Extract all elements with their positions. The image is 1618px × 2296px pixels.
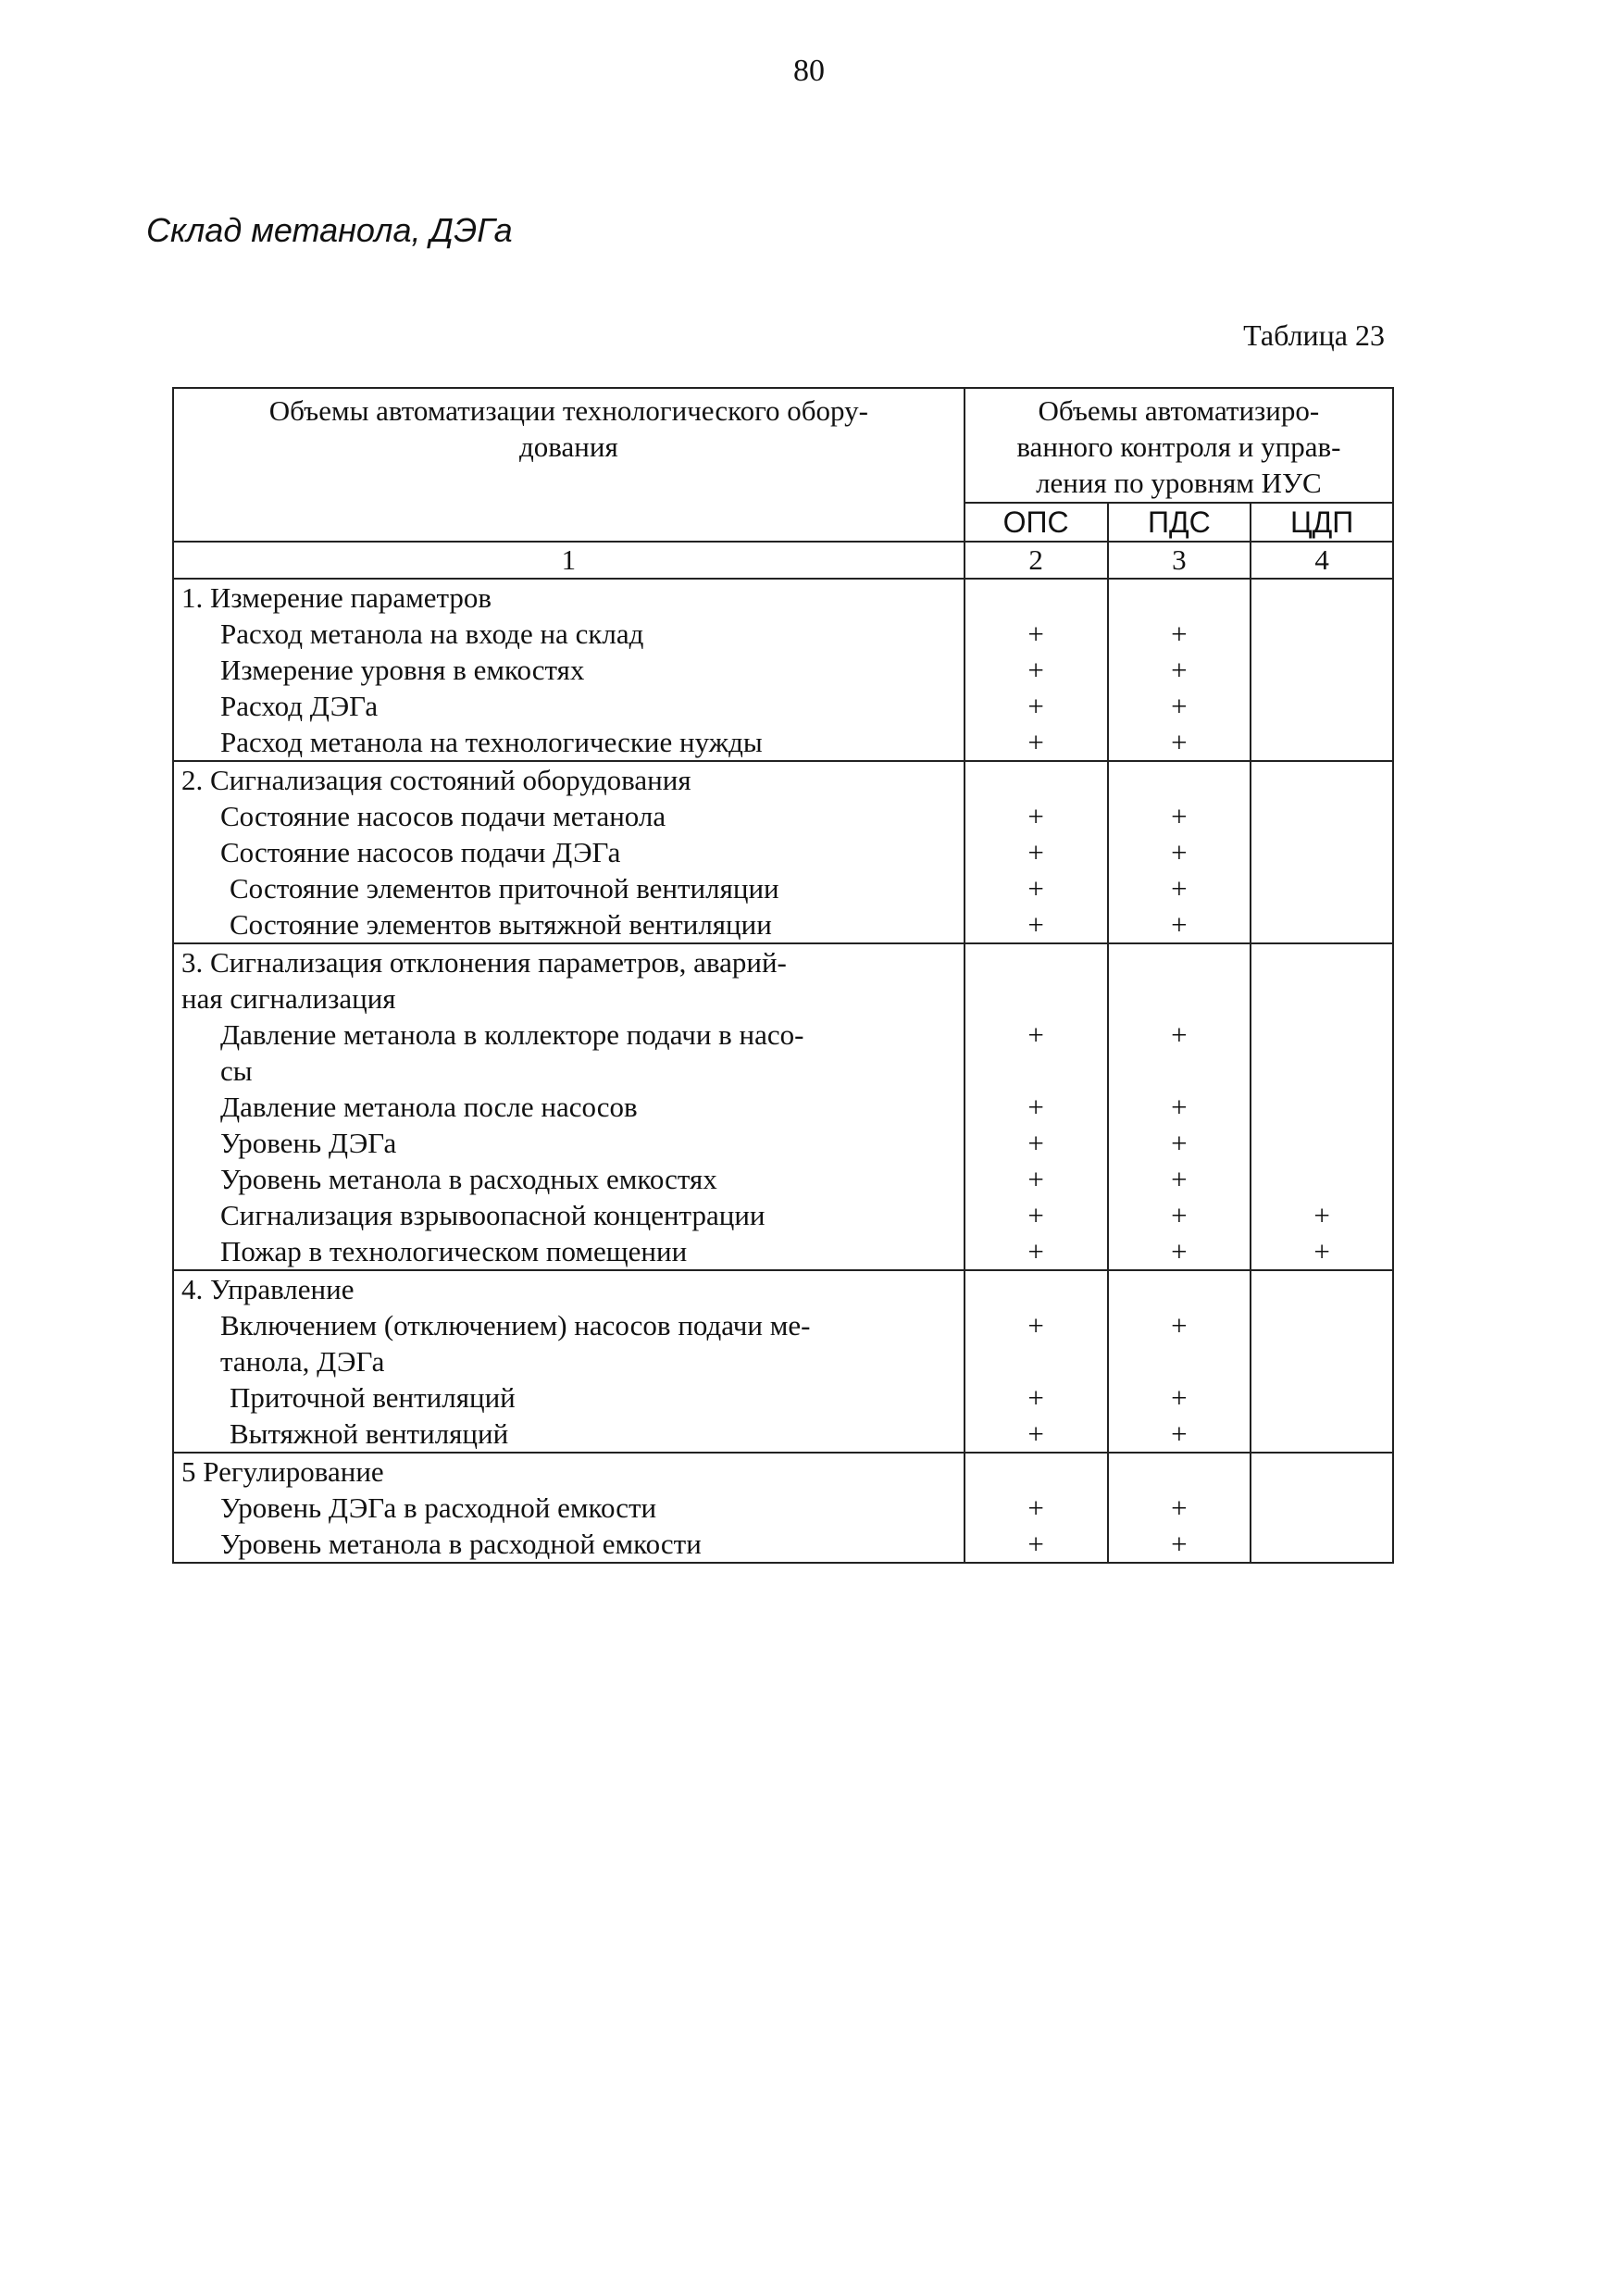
group-text-cell — [173, 943, 965, 1270]
table-line-text: ная сигнализация — [181, 982, 396, 1015]
column-number-row — [173, 542, 1393, 579]
mark: + — [1027, 654, 1044, 686]
mark: + — [1171, 1018, 1188, 1051]
mark: + — [1027, 1018, 1044, 1051]
mark: + — [1027, 618, 1044, 650]
mark — [1259, 688, 1385, 724]
table-line-text: 4. Управление — [181, 1273, 355, 1305]
mark: + — [1027, 1381, 1044, 1414]
mark: + — [1171, 1381, 1188, 1414]
mark — [1259, 1490, 1385, 1526]
table-line-text: Давление метанола в коллекторе подачи в насо- — [220, 1018, 804, 1051]
header-left-line: дования — [519, 430, 618, 463]
table-line-text: Вытяжной вентиляций — [230, 1417, 509, 1450]
table-line-text: Включением (отключением) насосов подачи ме- — [220, 1309, 811, 1341]
mark — [1116, 1053, 1243, 1089]
cdp-mark-cell — [1251, 579, 1393, 761]
mark — [973, 1271, 1100, 1307]
mark — [973, 944, 1100, 980]
mark — [1116, 980, 1243, 1017]
mark: + — [1171, 618, 1188, 650]
mark: + — [1027, 872, 1044, 905]
table-line-text: 3. Сигнализация отклонения параметров, аварий- — [181, 946, 787, 979]
subheader-cdp: ЦДП — [1251, 503, 1393, 542]
mark: + — [1027, 1199, 1044, 1231]
header-right-line: Объемы автоматизиро- — [1038, 394, 1320, 427]
mark — [973, 980, 1100, 1017]
mark — [1116, 580, 1243, 616]
mark — [1259, 870, 1385, 906]
mark — [1116, 1454, 1243, 1490]
table-line-text: 5 Регулирование — [181, 1455, 384, 1488]
mark: + — [1171, 1199, 1188, 1231]
mark — [1259, 652, 1385, 688]
table-line-text: Приточной вентиляций — [230, 1381, 516, 1414]
table-label: Таблица 23 — [1243, 318, 1385, 352]
subheader-pds: ПДС — [1108, 503, 1251, 542]
mark: + — [1171, 1127, 1188, 1159]
cdp-mark-cell — [1251, 943, 1393, 1270]
mark — [1259, 1053, 1385, 1089]
mark — [973, 1454, 1100, 1490]
table-group-row — [173, 1453, 1393, 1563]
mark: + — [1027, 836, 1044, 868]
table-group-row — [173, 943, 1393, 1270]
cdp-mark-cell — [1251, 1270, 1393, 1453]
mark — [1259, 906, 1385, 942]
mark — [1259, 1017, 1385, 1053]
mark — [1259, 1454, 1385, 1490]
mark: + — [1027, 726, 1044, 758]
ops-mark-cell — [965, 943, 1108, 1270]
ops-mark-cell — [965, 761, 1108, 943]
table-line-text: Уровень метанола в расходной емкости — [220, 1528, 702, 1560]
mark — [973, 762, 1100, 798]
mark — [1259, 1125, 1385, 1161]
mark — [1116, 944, 1243, 980]
mark: + — [1171, 1417, 1188, 1450]
cdp-mark-cell — [1251, 761, 1393, 943]
mark: + — [1171, 1491, 1188, 1524]
mark — [1259, 616, 1385, 652]
mark: + — [1027, 690, 1044, 722]
mark — [1259, 798, 1385, 834]
pds-mark-cell — [1108, 1453, 1251, 1563]
table-line-text: Сигнализация взрывоопасной концентрации — [220, 1199, 765, 1231]
mark: + — [1171, 1091, 1188, 1123]
table-line-text: 1. Измерение параметров — [181, 581, 492, 614]
automation-table — [172, 387, 1394, 1564]
pds-mark-cell — [1108, 943, 1251, 1270]
header-right-line: ления по уровням ИУС — [1036, 467, 1322, 499]
mark: + — [1027, 1491, 1044, 1524]
table-line-text: Расход метанола на входе на склад — [220, 618, 644, 650]
mark — [1259, 1379, 1385, 1416]
mark — [1259, 980, 1385, 1017]
header-left-cell — [173, 388, 965, 542]
header-left-line: Объемы автоматизации технологического обору- — [268, 394, 868, 427]
mark: + — [1027, 1127, 1044, 1159]
group-text-cell — [173, 761, 965, 943]
table-line-text: Уровень метанола в расходных емкостях — [220, 1163, 717, 1195]
mark — [1259, 580, 1385, 616]
header-right-line: ванного контроля и управ- — [1016, 430, 1341, 463]
mark — [973, 580, 1100, 616]
mark: + — [1027, 1309, 1044, 1341]
table-line-text: Состояние насосов подачи ДЭГа — [220, 836, 621, 868]
mark — [1259, 1343, 1385, 1379]
header-right-cell — [965, 388, 1393, 503]
mark: + — [1171, 1528, 1188, 1560]
table-line-text: Расход метанола на технологические нужды — [220, 726, 763, 758]
mark: + — [1171, 1309, 1188, 1341]
table-line-text: Состояние насосов подачи метанола — [220, 800, 666, 832]
mark: + — [1027, 908, 1044, 941]
pds-mark-cell — [1108, 579, 1251, 761]
mark: + — [1171, 872, 1188, 905]
pds-mark-cell — [1108, 1270, 1251, 1453]
table-group-row — [173, 1270, 1393, 1453]
group-text-cell — [173, 1270, 965, 1453]
cdp-mark-cell — [1251, 1453, 1393, 1563]
mark — [1259, 944, 1385, 980]
table-line-text: Измерение уровня в емкостях — [220, 654, 585, 686]
mark: + — [1171, 654, 1188, 686]
mark — [1259, 1161, 1385, 1197]
mark — [973, 1343, 1100, 1379]
mark: + — [1313, 1235, 1330, 1267]
table-group-row — [173, 579, 1393, 761]
mark: + — [1171, 1163, 1188, 1195]
mark — [1259, 1526, 1385, 1562]
table-line-text: Уровень ДЭГа в расходной емкости — [220, 1491, 657, 1524]
table-line-text: Состояние элементов вытяжной вентиляции — [230, 908, 772, 941]
mark: + — [1171, 908, 1188, 941]
mark: + — [1027, 1417, 1044, 1450]
table-line-text: Давление метанола после насосов — [220, 1091, 638, 1123]
subheader-ops: ОПС — [965, 503, 1108, 542]
mark — [1259, 1271, 1385, 1307]
table-line-text: Пожар в технологическом помещении — [220, 1235, 688, 1267]
table-line-text: Уровень ДЭГа — [220, 1127, 397, 1159]
mark — [1259, 1089, 1385, 1125]
group-text-cell — [173, 579, 965, 761]
mark: + — [1027, 800, 1044, 832]
header-row — [173, 388, 1393, 503]
mark: + — [1171, 800, 1188, 832]
mark — [1116, 1271, 1243, 1307]
mark: + — [1171, 726, 1188, 758]
mark: + — [1027, 1163, 1044, 1195]
page-number: 80 — [793, 54, 825, 88]
mark: + — [1171, 1235, 1188, 1267]
mark — [1116, 1343, 1243, 1379]
pds-mark-cell — [1108, 761, 1251, 943]
mark: + — [1027, 1091, 1044, 1123]
ops-mark-cell — [965, 579, 1108, 761]
table-line-text: 2. Сигнализация состояний оборудования — [181, 764, 691, 796]
mark: + — [1027, 1235, 1044, 1267]
mark: + — [1027, 1528, 1044, 1560]
mark — [973, 1053, 1100, 1089]
section-title: Склад метанола, ДЭГа — [146, 211, 513, 249]
mark — [1116, 762, 1243, 798]
column-number: 4 — [1251, 542, 1393, 579]
mark — [1259, 834, 1385, 870]
mark — [1259, 1416, 1385, 1452]
column-number: 2 — [965, 542, 1108, 579]
table-line-text: сы — [220, 1054, 253, 1087]
table-line-text: Расход ДЭГа — [220, 690, 379, 722]
column-number: 1 — [173, 542, 965, 579]
mark — [1259, 1307, 1385, 1343]
table-line-text: танола, ДЭГа — [220, 1345, 385, 1378]
mark: + — [1171, 836, 1188, 868]
mark: + — [1313, 1199, 1330, 1231]
mark: + — [1171, 690, 1188, 722]
table-line-text: Состояние элементов приточной вентиляции — [230, 872, 779, 905]
mark — [1259, 724, 1385, 760]
mark — [1259, 762, 1385, 798]
ops-mark-cell — [965, 1270, 1108, 1453]
column-number: 3 — [1108, 542, 1251, 579]
table-group-row — [173, 761, 1393, 943]
ops-mark-cell — [965, 1453, 1108, 1563]
group-text-cell — [173, 1453, 965, 1563]
